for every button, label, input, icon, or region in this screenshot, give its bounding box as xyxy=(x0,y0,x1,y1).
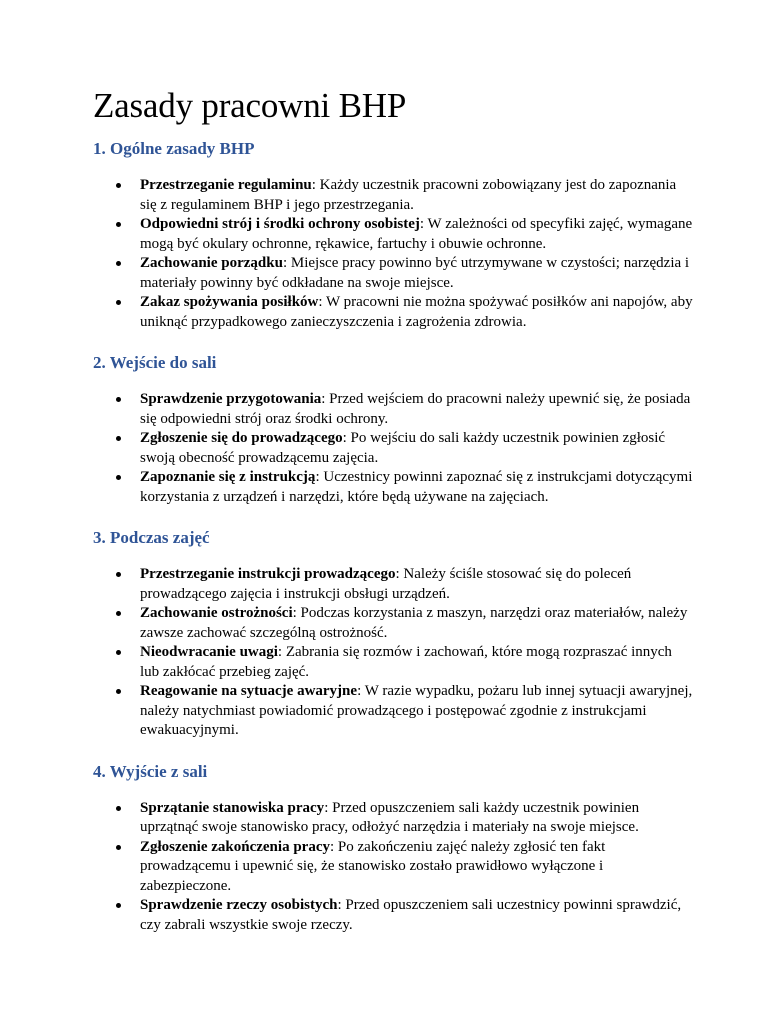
list-item xyxy=(93,643,693,682)
item-text: : Miejsce pracy powinno być utrzymywane w czystości; narzędzia i materiały powinny być odkładane na swoje miejsce. xyxy=(140,255,690,291)
bullet-list xyxy=(93,799,693,936)
list-item xyxy=(93,682,693,741)
bullet-icon xyxy=(116,475,121,480)
list-item xyxy=(93,390,693,429)
item-text: : Przed wejściem do pracowni należy upewnić się, że posiada się odpowiedni strój oraz środki ochrony. xyxy=(140,391,691,427)
section-heading: 2. Wejście do sali xyxy=(93,353,217,372)
section-leaving-room xyxy=(93,761,693,936)
bullet-icon xyxy=(116,650,121,655)
list-item xyxy=(93,604,693,643)
section-during-classes xyxy=(93,527,693,741)
bullet-icon xyxy=(116,222,121,227)
bullet-list xyxy=(93,176,693,332)
item-term: Zakaz spożywania posiłków xyxy=(140,294,319,310)
item-text: : W zależności od specyfiki zajęć, wymagane mogą być okulary ochronne, rękawice, fartuchy i obuwie ochronne. xyxy=(140,216,693,252)
item-term: Zachowanie porządku xyxy=(140,255,283,271)
bullet-icon xyxy=(116,261,121,266)
item-text: : Przed opuszczeniem sali każdy uczestnik powinien uprzątnąć swoje stanowisko pracy, odłożyć narzędzia i materiały na swoje miejsce. xyxy=(140,799,640,835)
bullet-icon xyxy=(116,689,121,694)
list-item xyxy=(93,429,693,468)
item-text: : Po zakończeniu zajęć należy zgłosić ten fakt prowadzącemu i upewnić się, że stanowisko zostało prawidłowo wyłączone i zabezpieczone. xyxy=(140,838,606,894)
list-item xyxy=(93,468,693,507)
item-term: Nieodwracanie uwagi xyxy=(140,644,278,660)
bullet-icon xyxy=(116,903,121,908)
item-text: : Przed opuszczeniem sali uczestnicy powinni sprawdzić, czy zabrali wszystkie swoje rzeczy. xyxy=(140,897,682,933)
section-general-rules xyxy=(93,138,693,332)
item-term: Sprzątanie stanowiska pracy xyxy=(140,799,325,816)
bullet-icon xyxy=(116,436,121,441)
list-item xyxy=(93,254,693,293)
item-term: Sprawdzenie rzeczy osobistych xyxy=(140,897,338,913)
list-item xyxy=(93,176,693,215)
bullet-icon xyxy=(116,300,121,305)
item-text: : Podczas korzystania z maszyn, narzędzi oraz materiałów, należy zawsze zachować szczególną ostrożność. xyxy=(140,605,688,641)
list-item xyxy=(93,215,693,254)
item-term: Zapoznanie się z instrukcją xyxy=(140,469,316,485)
bullet-icon xyxy=(116,611,121,616)
bullet-icon xyxy=(116,572,121,577)
list-item xyxy=(93,293,693,332)
section-heading: 1. Ogólne zasady BHP xyxy=(93,139,255,158)
item-text: : Należy ściśle stosować się do poleceń prowadzącego zajęcia i instrukcji obsługi urządzeń. xyxy=(140,566,632,602)
item-term: Przestrzeganie regulaminu xyxy=(140,177,312,193)
document-page xyxy=(93,84,693,955)
bullet-icon xyxy=(116,183,121,188)
document-title: Zasady pracowni BHP xyxy=(93,86,407,125)
section-heading: 4. Wyjście z sali xyxy=(93,761,208,781)
section-heading: 3. Podczas zajęć xyxy=(93,528,210,547)
bullet-list xyxy=(93,390,693,507)
section-entering-room xyxy=(93,352,693,507)
list-item xyxy=(93,838,693,897)
item-text: : Zabrania się rozmów i zachowań, które mogą rozpraszać innych lub zakłócać przebieg zajęć. xyxy=(140,644,672,680)
item-term: Zachowanie ostrożności xyxy=(140,605,293,621)
item-term: Zgłoszenie się do prowadzącego xyxy=(140,430,343,446)
list-item xyxy=(93,896,693,935)
item-text: : Każdy uczestnik pracowni zobowiązany jest do zapoznania się z regulaminem BHP i jego przestrzegania. xyxy=(140,177,677,213)
item-text: : W pracowni nie można spożywać posiłków ani napojów, aby uniknąć przypadkowego zanieczyszczenia i zagrożenia zdrowia. xyxy=(140,294,693,330)
item-term: Reagowanie na sytuacje awaryjne xyxy=(140,683,358,699)
item-term: Sprawdzenie przygotowania xyxy=(140,391,322,407)
bullet-icon xyxy=(116,806,121,811)
item-term: Zgłoszenie zakończenia pracy xyxy=(140,838,330,855)
item-term: Odpowiedni strój i środki ochrony osobistej xyxy=(140,216,420,232)
item-text: : Uczestnicy powinni zapoznać się z instrukcjami dotyczącymi korzystania z urządzeń i narzędzi, które będą używane na zajęciach. xyxy=(140,469,693,505)
list-item xyxy=(93,799,693,838)
item-text: : Po wejściu do sali każdy uczestnik powinien zgłosić swoją obecność prowadzącemu zajęcia. xyxy=(140,430,666,466)
bullet-list xyxy=(93,565,693,741)
bullet-icon xyxy=(116,845,121,850)
list-item xyxy=(93,565,693,604)
item-term: Przestrzeganie instrukcji prowadzącego xyxy=(140,566,396,582)
item-text: : W razie wypadku, pożaru lub innej sytuacji awaryjnej, należy natychmiast powiadomić prowadzącego i postępować zgodnie z instrukcjami ewakuacyjnymi. xyxy=(140,683,693,738)
bullet-icon xyxy=(116,397,121,402)
